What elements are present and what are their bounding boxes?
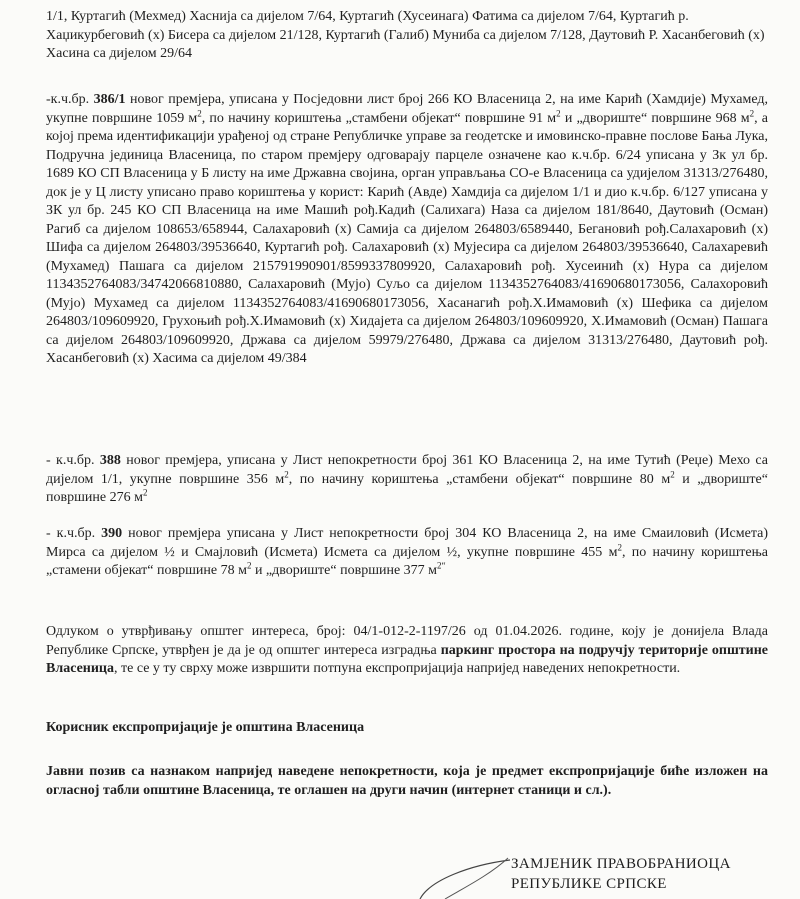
superscript: 2 bbox=[197, 107, 202, 118]
superscript: 2 bbox=[749, 107, 755, 118]
parcel-text: и „двориште“ површине 377 м bbox=[251, 563, 438, 578]
public-notice-paragraph: Јавни позив са назнаком напријед наведене непокретности, која је предмет експропријације биће изложен на огласној табли општине Власеница, те оглашен на други начин (интернет станици и сл.). bbox=[46, 764, 768, 798]
decision-text: Одлуком о утврђивању општег интереса, број: 04/1-012-2-1197/26 од 01.04.2026. године, коју је донијела Влада Републике Српске, утврђен је да је од општег интереса изградња bbox=[46, 624, 768, 658]
parcel-number: 390 bbox=[101, 526, 123, 541]
superscript: 2 bbox=[284, 468, 289, 479]
parcel-text: новог премјера, уписана у Лист непокретности број 361 КО Власеница 2, на име Тутић (Реџе) Мехо са дијелом 1/1, укупне површине 356 м bbox=[46, 453, 768, 487]
parcel-390-paragraph bbox=[46, 525, 768, 581]
parcel-prefix: -к.ч.бр. bbox=[46, 92, 90, 107]
beneficiary-paragraph: Корисник експропријације је општина Власеница bbox=[46, 720, 365, 735]
parcel-number: 386/1 bbox=[93, 92, 126, 107]
superscript: 2 bbox=[617, 541, 622, 552]
superscript: 2 bbox=[670, 468, 675, 479]
owners-paragraph: 1/1, Куртагић (Мехмед) Хаснија са дијелом 7/64, Куртагић (Хусеинага) Фатима са дијелом 7/64, Куртагић р. Хаџикурбеговић (х) Бисера са дијелом 21/128, Куртагић (Галиб) Муниба са дијелом 7/128, Даутовић Р. Хасанбеговић (х) Хасина са дијелом 29/64 bbox=[46, 9, 765, 61]
parcel-text: , по начину кориштења „стамбени објекат“ површине 80 м bbox=[288, 471, 671, 487]
signature-subtitle: РЕПУБЛИКЕ СРПСКЕ bbox=[511, 876, 667, 892]
superscript: 2 bbox=[142, 487, 148, 498]
signature-title: ЗАМЈЕНИК ПРАВОБРАНИОЦА bbox=[511, 856, 731, 872]
superscript: 2 bbox=[246, 560, 252, 571]
decision-text: , те се у ту сврху може извршити потпуна експропријација напријед наведених непокретности. bbox=[114, 661, 681, 676]
parcel-388-paragraph bbox=[46, 452, 768, 508]
parcel-text: , а којој према идентификацији урађеној од стране Републичке управе за геодетске и имовинско-правне послове Бања Лука, Подручна јединица Власеница, по старом премјеру одговарају парцеле означене као к.ч.бр. 6/24 уписана у Зк ул бр. 1689 КО СП Власеница у Б листу на име Државна својина, орган управљања СО-е Власеница са удијелом 31313/276480, док је у Ц листу уписано право кориштења у корист: Карић (Авде) Хамдија са дијелом 1/1 и дио к.ч.бр. 6/127 уписана у ЗК ул бр. 245 КО СП Власеница на име Машић рођ.Кадић (Салихага) Наза са дијелом 181/8640, Даутовић (Осман) Рагиб са дијелом 108653/658944, Салахаровић (х) Самија са дијелом 264803/6589440, Бегановић рођ.Салахаровић (х) Шифа са дијелом 264803/39536640, Куртагић рођ. Салахаровић (х) Мујесира са дијелом 264803/39536640, Салахаревић (Мухамед) Пашага са дијелом 215791990901/8599337809920, Салахаровић рођ. Хусеинић (х) Нура са дијелом 1134352764083/34742066810880, Салахаровић (Мујо) Суљо са дијелом 1134352764083/41690680173056, Салахоровић (Мујо) Мухамед са дијелом 1134352764083/41690680173056, Хасанагић рођ.Х.Имамовић (х) Шефика са дијелом 264803/109609920, Грухоњић рођ.Х.Имамовић (х) Хидајета са дијелом 264803/109609920, Х.Имамовић (Осман) Пашага са дијелом 264803/109609920, Држава са дијелом 59979/276480, Држава са дијелом 31313/276480, Даутовић рођ. Хасанбеговић (х) Хасима са дијелом 49/384 bbox=[46, 110, 768, 366]
decision-paragraph bbox=[46, 623, 768, 679]
parcel-text: , по начину кориштења „стамбени објекат“ површине 91 м bbox=[201, 110, 557, 126]
parcel-prefix: - к.ч.бр. bbox=[46, 526, 96, 541]
superscript: 2“ bbox=[437, 560, 446, 571]
parcel-text: новог премјера, уписана у Посједовни лист број 266 КО Власеница 2, на име Карић (Хамдије) Мухамед, укупне површине 1059 м bbox=[46, 92, 769, 126]
decision-bold-text: паркинг простора на подручју територије општине Власеница bbox=[46, 642, 768, 676]
parcel-prefix: - к.ч.бр. bbox=[46, 453, 95, 468]
parcel-386-paragraph bbox=[46, 91, 768, 369]
superscript: 2 bbox=[556, 107, 561, 118]
parcel-text: новог премјера уписана у Лист непокретности број 304 КО Власеница 2, на име Смаиловић (Исмета) Мирса са дијелом ½ и Смајловић (Исмета) Исмета са дијелом ½, укупне површине 455 м bbox=[46, 526, 769, 560]
parcel-text: и „двориште“ површине 276 м bbox=[46, 471, 768, 505]
parcel-text: , по начину кориштења „стамени објекат“ површине 78 м bbox=[46, 544, 768, 578]
parcel-number: 388 bbox=[99, 453, 121, 468]
parcel-text: и „двориште“ површине 968 м bbox=[560, 110, 750, 126]
